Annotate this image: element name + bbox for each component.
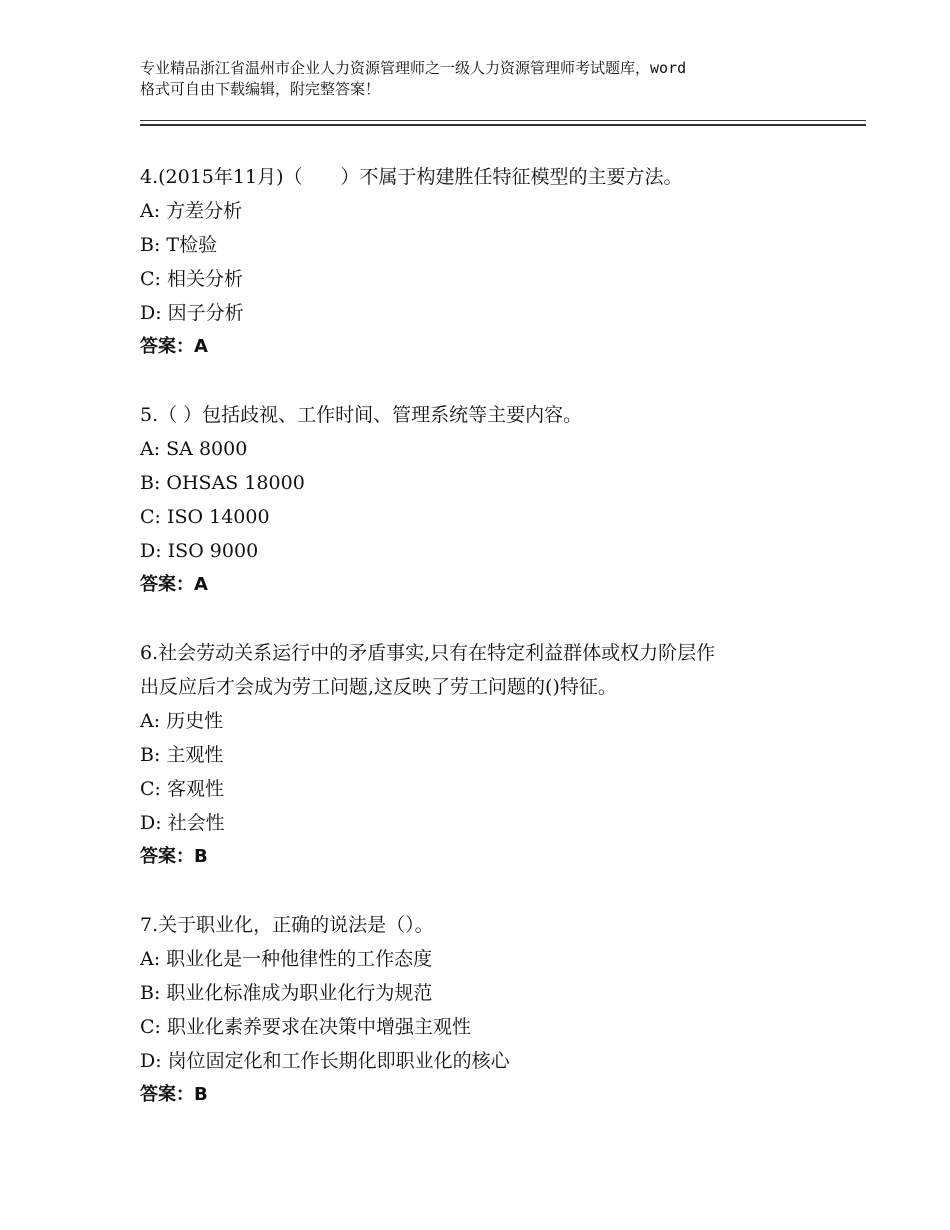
option-a: A: 历史性 [140, 710, 224, 732]
option-b: B: 主观性 [140, 744, 224, 766]
option-c: C: 相关分析 [140, 268, 243, 290]
answer-label: 答案：B [140, 846, 208, 867]
option-c: C: 职业化素养要求在决策中增强主观性 [140, 1016, 471, 1038]
question-stem-line-2: 出反应后才会成为劳工问题,这反映了劳工问题的()特征。 [140, 676, 617, 698]
option-d: D: 岗位固定化和工作长期化即职业化的核心 [140, 1050, 510, 1072]
header-line-1: 专业精品浙江省温州市企业人力资源管理师之一级人力资源管理师考试题库，word [140, 59, 687, 77]
question-stem-line-1: 6.社会劳动关系运行中的矛盾事实,只有在特定利益群体或权力阶层作 [140, 642, 716, 664]
option-c: C: 客观性 [140, 778, 224, 800]
option-b: B: OHSAS 18000 [140, 472, 305, 494]
question-stem: 7.关于职业化，正确的说法是（）。 [140, 914, 434, 936]
answer-label: 答案：A [140, 574, 208, 595]
option-d: D: 社会性 [140, 812, 225, 834]
option-b: B: T检验 [140, 234, 218, 256]
option-a: A: 职业化是一种他律性的工作态度 [140, 948, 433, 970]
question-stem: 4.(2015年11月)（ ）不属于构建胜任特征模型的主要方法。 [140, 166, 683, 188]
header-divider-thin [140, 120, 866, 121]
option-a: A: 方差分析 [140, 200, 243, 222]
option-c: C: ISO 14000 [140, 506, 270, 528]
document-header [140, 58, 840, 100]
question-list [140, 160, 840, 1146]
header-line-2: 格式可自由下载编辑，附完整答案！ [140, 80, 381, 98]
option-b: B: 职业化标准成为职业化行为规范 [140, 982, 433, 1004]
question-7 [140, 908, 840, 1112]
header-divider-thick [140, 124, 866, 126]
option-a: A: SA 8000 [140, 438, 248, 460]
option-d: D: 因子分析 [140, 302, 244, 324]
option-d: D: ISO 9000 [140, 540, 259, 562]
answer-label: 答案：B [140, 1084, 208, 1105]
question-4 [140, 160, 840, 364]
question-stem: 5.（ ）包括歧视、工作时间、管理系统等主要内容。 [140, 404, 583, 426]
question-6 [140, 636, 840, 874]
question-5 [140, 398, 840, 602]
answer-label: 答案：A [140, 336, 208, 357]
